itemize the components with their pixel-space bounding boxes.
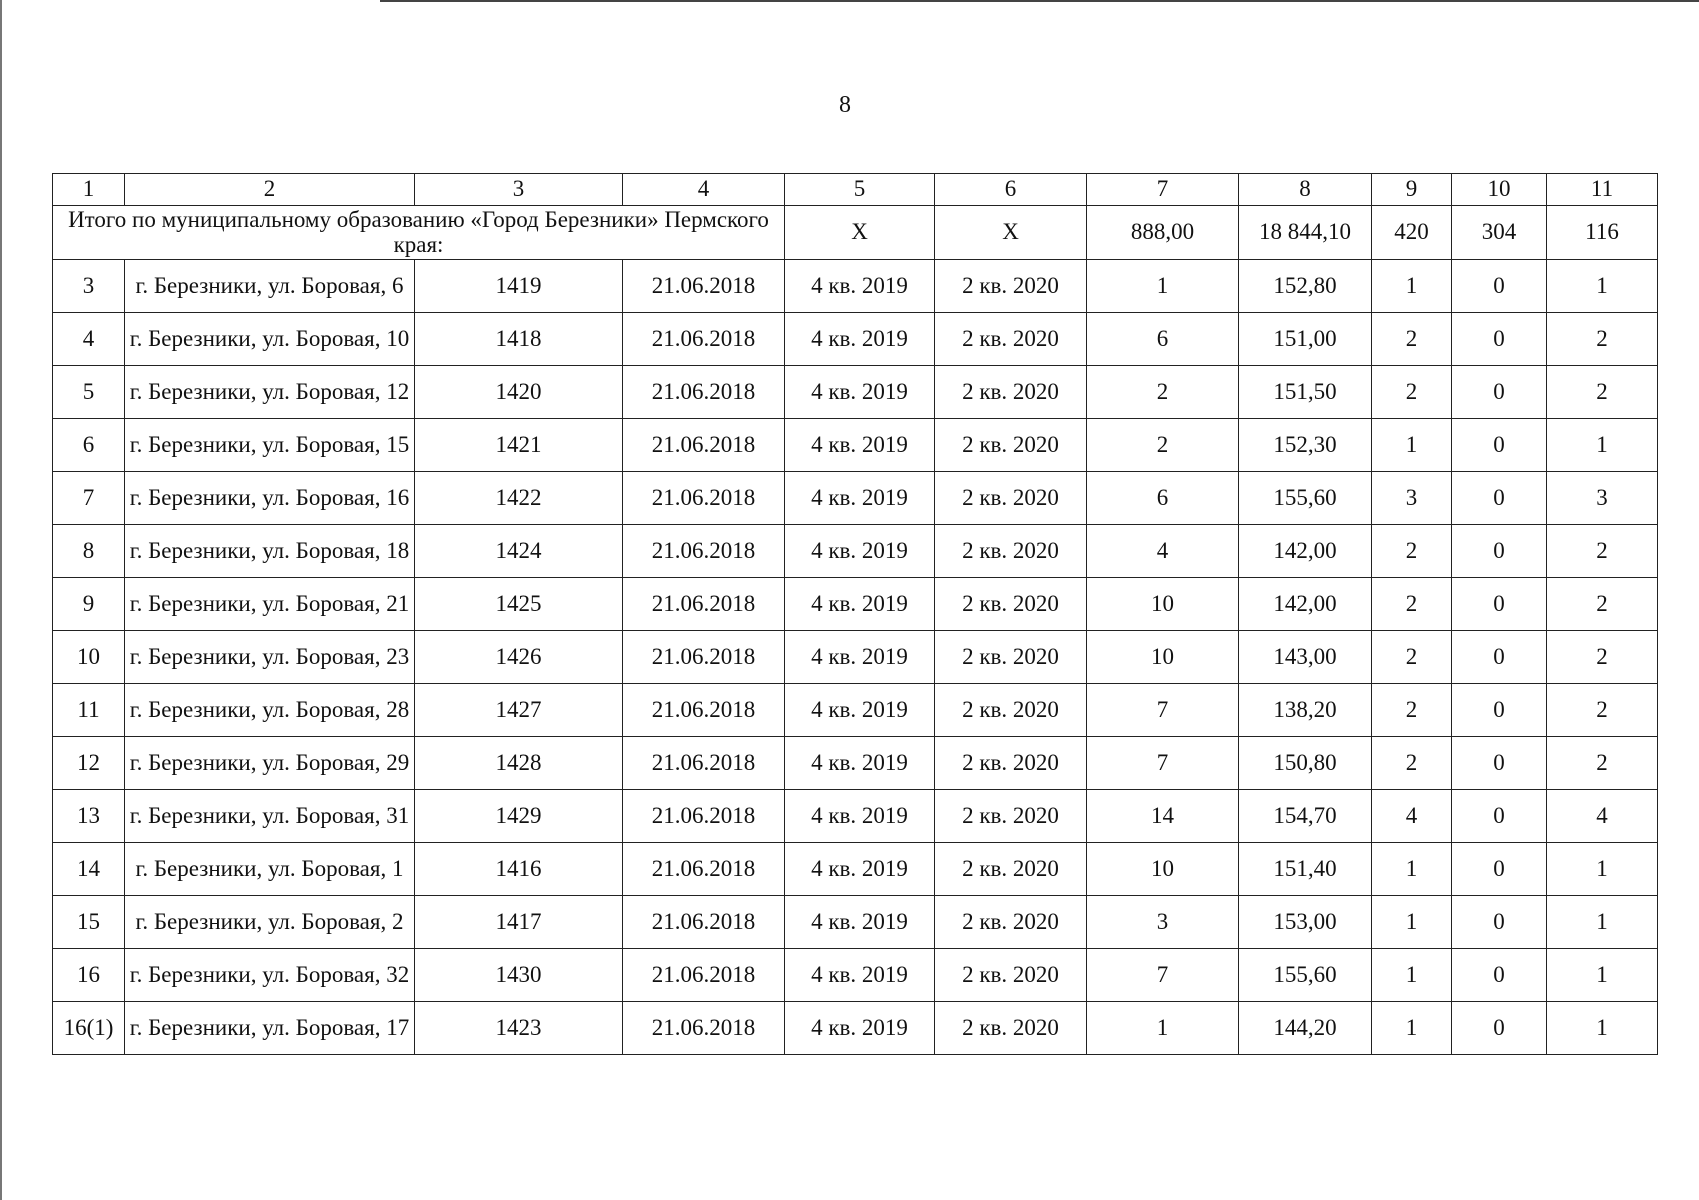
end-quarter-cell: 2 кв. 2020: [935, 1002, 1087, 1055]
table-row: [53, 525, 1658, 578]
area-cell: 138,20: [1239, 684, 1372, 737]
end-quarter-cell: 2 кв. 2020: [935, 313, 1087, 366]
residents-cell: 1: [1087, 260, 1239, 313]
count-cell: 2: [1547, 737, 1658, 790]
start-quarter-cell: 4 кв. 2019: [785, 1002, 935, 1055]
end-quarter-cell: 2 кв. 2020: [935, 684, 1087, 737]
residents-cell: 10: [1087, 578, 1239, 631]
area-cell: 144,20: [1239, 1002, 1372, 1055]
residents-cell: 3: [1087, 896, 1239, 949]
registry-number-cell: 1419: [415, 260, 623, 313]
address-cell: г. Березники, ул. Боровая, 10: [125, 313, 415, 366]
count-cell: 1: [1547, 419, 1658, 472]
row-number: 16(1): [53, 1002, 125, 1055]
address-cell: г. Березники, ул. Боровая, 23: [125, 631, 415, 684]
row-number: 3: [53, 260, 125, 313]
residents-cell: 2: [1087, 366, 1239, 419]
column-number: 2: [125, 174, 415, 206]
end-quarter-cell: 2 кв. 2020: [935, 790, 1087, 843]
count-cell: 2: [1547, 525, 1658, 578]
registry-number-cell: 1427: [415, 684, 623, 737]
table-row: [53, 1002, 1658, 1055]
count-cell: 2: [1547, 366, 1658, 419]
count-cell: 2: [1547, 578, 1658, 631]
date-cell: 21.06.2018: [623, 1002, 785, 1055]
area-cell: 152,30: [1239, 419, 1372, 472]
row-number: 7: [53, 472, 125, 525]
area-cell: 151,40: [1239, 843, 1372, 896]
count-cell: 0: [1452, 313, 1547, 366]
count-cell: 0: [1452, 843, 1547, 896]
count-cell: 0: [1452, 419, 1547, 472]
count-cell: 2: [1547, 684, 1658, 737]
count-cell: 2: [1372, 737, 1452, 790]
table-row: [53, 366, 1658, 419]
start-quarter-cell: 4 кв. 2019: [785, 419, 935, 472]
page-number: 8: [839, 92, 851, 118]
column-number: 4: [623, 174, 785, 206]
scan-edge-top: [380, 0, 1699, 2]
date-cell: 21.06.2018: [623, 419, 785, 472]
total-cell: 420: [1372, 206, 1452, 260]
residents-cell: 14: [1087, 790, 1239, 843]
row-number: 16: [53, 949, 125, 1002]
row-number: 11: [53, 684, 125, 737]
row-number: 9: [53, 578, 125, 631]
end-quarter-cell: 2 кв. 2020: [935, 949, 1087, 1002]
count-cell: 1: [1547, 949, 1658, 1002]
start-quarter-cell: 4 кв. 2019: [785, 684, 935, 737]
count-cell: 0: [1452, 472, 1547, 525]
scan-edge-left: [0, 0, 2, 1200]
table-row: [53, 896, 1658, 949]
table-row: [53, 313, 1658, 366]
total-cell: Х: [935, 206, 1087, 260]
table-row: [53, 578, 1658, 631]
count-cell: 2: [1372, 366, 1452, 419]
count-cell: 0: [1452, 684, 1547, 737]
count-cell: 0: [1452, 896, 1547, 949]
registry-number-cell: 1426: [415, 631, 623, 684]
address-cell: г. Березники, ул. Боровая, 1: [125, 843, 415, 896]
date-cell: 21.06.2018: [623, 472, 785, 525]
area-cell: 143,00: [1239, 631, 1372, 684]
address-cell: г. Березники, ул. Боровая, 32: [125, 949, 415, 1002]
area-cell: 153,00: [1239, 896, 1372, 949]
count-cell: 1: [1547, 896, 1658, 949]
residents-cell: 7: [1087, 737, 1239, 790]
registry-number-cell: 1428: [415, 737, 623, 790]
date-cell: 21.06.2018: [623, 525, 785, 578]
end-quarter-cell: 2 кв. 2020: [935, 896, 1087, 949]
count-cell: 0: [1452, 1002, 1547, 1055]
start-quarter-cell: 4 кв. 2019: [785, 313, 935, 366]
registry-number-cell: 1425: [415, 578, 623, 631]
date-cell: 21.06.2018: [623, 684, 785, 737]
start-quarter-cell: 4 кв. 2019: [785, 790, 935, 843]
column-number: 8: [1239, 174, 1372, 206]
address-cell: г. Березники, ул. Боровая, 18: [125, 525, 415, 578]
end-quarter-cell: 2 кв. 2020: [935, 578, 1087, 631]
total-cell: 888,00: [1087, 206, 1239, 260]
address-cell: г. Березники, ул. Боровая, 29: [125, 737, 415, 790]
data-table: [52, 173, 1658, 1055]
residents-cell: 7: [1087, 684, 1239, 737]
end-quarter-cell: 2 кв. 2020: [935, 472, 1087, 525]
total-cell: Х: [785, 206, 935, 260]
count-cell: 0: [1452, 737, 1547, 790]
address-cell: г. Березники, ул. Боровая, 21: [125, 578, 415, 631]
end-quarter-cell: 2 кв. 2020: [935, 525, 1087, 578]
registry-number-cell: 1420: [415, 366, 623, 419]
start-quarter-cell: 4 кв. 2019: [785, 578, 935, 631]
count-cell: 3: [1547, 472, 1658, 525]
column-number: 11: [1547, 174, 1658, 206]
column-number: 9: [1372, 174, 1452, 206]
area-cell: 142,00: [1239, 525, 1372, 578]
date-cell: 21.06.2018: [623, 949, 785, 1002]
end-quarter-cell: 2 кв. 2020: [935, 366, 1087, 419]
row-number: 8: [53, 525, 125, 578]
column-number: 6: [935, 174, 1087, 206]
registry-number-cell: 1416: [415, 843, 623, 896]
end-quarter-cell: 2 кв. 2020: [935, 419, 1087, 472]
date-cell: 21.06.2018: [623, 578, 785, 631]
count-cell: 0: [1452, 631, 1547, 684]
total-row: [53, 206, 1658, 260]
count-cell: 2: [1372, 525, 1452, 578]
residents-cell: 4: [1087, 525, 1239, 578]
start-quarter-cell: 4 кв. 2019: [785, 631, 935, 684]
table-row: [53, 737, 1658, 790]
start-quarter-cell: 4 кв. 2019: [785, 525, 935, 578]
count-cell: 0: [1452, 949, 1547, 1002]
total-cell: 116: [1547, 206, 1658, 260]
date-cell: 21.06.2018: [623, 896, 785, 949]
end-quarter-cell: 2 кв. 2020: [935, 260, 1087, 313]
table-row: [53, 843, 1658, 896]
residents-cell: 10: [1087, 843, 1239, 896]
count-cell: 1: [1547, 1002, 1658, 1055]
registry-number-cell: 1422: [415, 472, 623, 525]
residents-cell: 10: [1087, 631, 1239, 684]
table-row: [53, 472, 1658, 525]
row-number: 5: [53, 366, 125, 419]
date-cell: 21.06.2018: [623, 366, 785, 419]
address-cell: г. Березники, ул. Боровая, 28: [125, 684, 415, 737]
count-cell: 0: [1452, 525, 1547, 578]
address-cell: г. Березники, ул. Боровая, 31: [125, 790, 415, 843]
count-cell: 2: [1372, 631, 1452, 684]
end-quarter-cell: 2 кв. 2020: [935, 843, 1087, 896]
table-row: [53, 631, 1658, 684]
count-cell: 1: [1372, 843, 1452, 896]
area-cell: 151,00: [1239, 313, 1372, 366]
table-row: [53, 684, 1658, 737]
column-number: 1: [53, 174, 125, 206]
area-cell: 154,70: [1239, 790, 1372, 843]
registry-number-cell: 1430: [415, 949, 623, 1002]
total-cell: 18 844,10: [1239, 206, 1372, 260]
table-row: [53, 260, 1658, 313]
start-quarter-cell: 4 кв. 2019: [785, 843, 935, 896]
start-quarter-cell: 4 кв. 2019: [785, 737, 935, 790]
count-cell: 1: [1372, 1002, 1452, 1055]
registry-number-cell: 1421: [415, 419, 623, 472]
residents-cell: 7: [1087, 949, 1239, 1002]
date-cell: 21.06.2018: [623, 790, 785, 843]
date-cell: 21.06.2018: [623, 260, 785, 313]
end-quarter-cell: 2 кв. 2020: [935, 737, 1087, 790]
column-number: 5: [785, 174, 935, 206]
count-cell: 1: [1372, 949, 1452, 1002]
registry-number-cell: 1423: [415, 1002, 623, 1055]
residents-cell: 2: [1087, 419, 1239, 472]
count-cell: 2: [1547, 631, 1658, 684]
table-row: [53, 419, 1658, 472]
count-cell: 1: [1372, 896, 1452, 949]
table-row: [53, 949, 1658, 1002]
count-cell: 1: [1547, 843, 1658, 896]
row-number: 14: [53, 843, 125, 896]
count-cell: 2: [1372, 684, 1452, 737]
date-cell: 21.06.2018: [623, 843, 785, 896]
count-cell: 4: [1547, 790, 1658, 843]
row-number: 13: [53, 790, 125, 843]
row-number: 6: [53, 419, 125, 472]
area-cell: 152,80: [1239, 260, 1372, 313]
count-cell: 1: [1372, 260, 1452, 313]
start-quarter-cell: 4 кв. 2019: [785, 472, 935, 525]
registry-number-cell: 1417: [415, 896, 623, 949]
row-number: 12: [53, 737, 125, 790]
residents-cell: 1: [1087, 1002, 1239, 1055]
area-cell: 155,60: [1239, 472, 1372, 525]
area-cell: 155,60: [1239, 949, 1372, 1002]
area-cell: 150,80: [1239, 737, 1372, 790]
residents-cell: 6: [1087, 472, 1239, 525]
date-cell: 21.06.2018: [623, 631, 785, 684]
registry-number-cell: 1424: [415, 525, 623, 578]
start-quarter-cell: 4 кв. 2019: [785, 260, 935, 313]
count-cell: 0: [1452, 366, 1547, 419]
registry-number-cell: 1418: [415, 313, 623, 366]
date-cell: 21.06.2018: [623, 313, 785, 366]
count-cell: 2: [1372, 578, 1452, 631]
area-cell: 142,00: [1239, 578, 1372, 631]
area-cell: 151,50: [1239, 366, 1372, 419]
count-cell: 3: [1372, 472, 1452, 525]
count-cell: 1: [1372, 419, 1452, 472]
column-number: 10: [1452, 174, 1547, 206]
column-number-row: [53, 174, 1658, 206]
column-number: 7: [1087, 174, 1239, 206]
column-number: 3: [415, 174, 623, 206]
count-cell: 2: [1547, 313, 1658, 366]
count-cell: 2: [1372, 313, 1452, 366]
start-quarter-cell: 4 кв. 2019: [785, 366, 935, 419]
address-cell: г. Березники, ул. Боровая, 16: [125, 472, 415, 525]
count-cell: 0: [1452, 790, 1547, 843]
start-quarter-cell: 4 кв. 2019: [785, 949, 935, 1002]
address-cell: г. Березники, ул. Боровая, 15: [125, 419, 415, 472]
address-cell: г. Березники, ул. Боровая, 6: [125, 260, 415, 313]
address-cell: г. Березники, ул. Боровая, 12: [125, 366, 415, 419]
residents-cell: 6: [1087, 313, 1239, 366]
address-cell: г. Березники, ул. Боровая, 17: [125, 1002, 415, 1055]
row-number: 15: [53, 896, 125, 949]
start-quarter-cell: 4 кв. 2019: [785, 896, 935, 949]
row-number: 10: [53, 631, 125, 684]
date-cell: 21.06.2018: [623, 737, 785, 790]
registry-number-cell: 1429: [415, 790, 623, 843]
count-cell: 1: [1547, 260, 1658, 313]
address-cell: г. Березники, ул. Боровая, 2: [125, 896, 415, 949]
count-cell: 0: [1452, 260, 1547, 313]
table-row: [53, 790, 1658, 843]
count-cell: 0: [1452, 578, 1547, 631]
total-cell: 304: [1452, 206, 1547, 260]
row-number: 4: [53, 313, 125, 366]
end-quarter-cell: 2 кв. 2020: [935, 631, 1087, 684]
total-label: Итого по муниципальному образованию «Город Березники» Пермского края:: [53, 206, 785, 260]
count-cell: 4: [1372, 790, 1452, 843]
